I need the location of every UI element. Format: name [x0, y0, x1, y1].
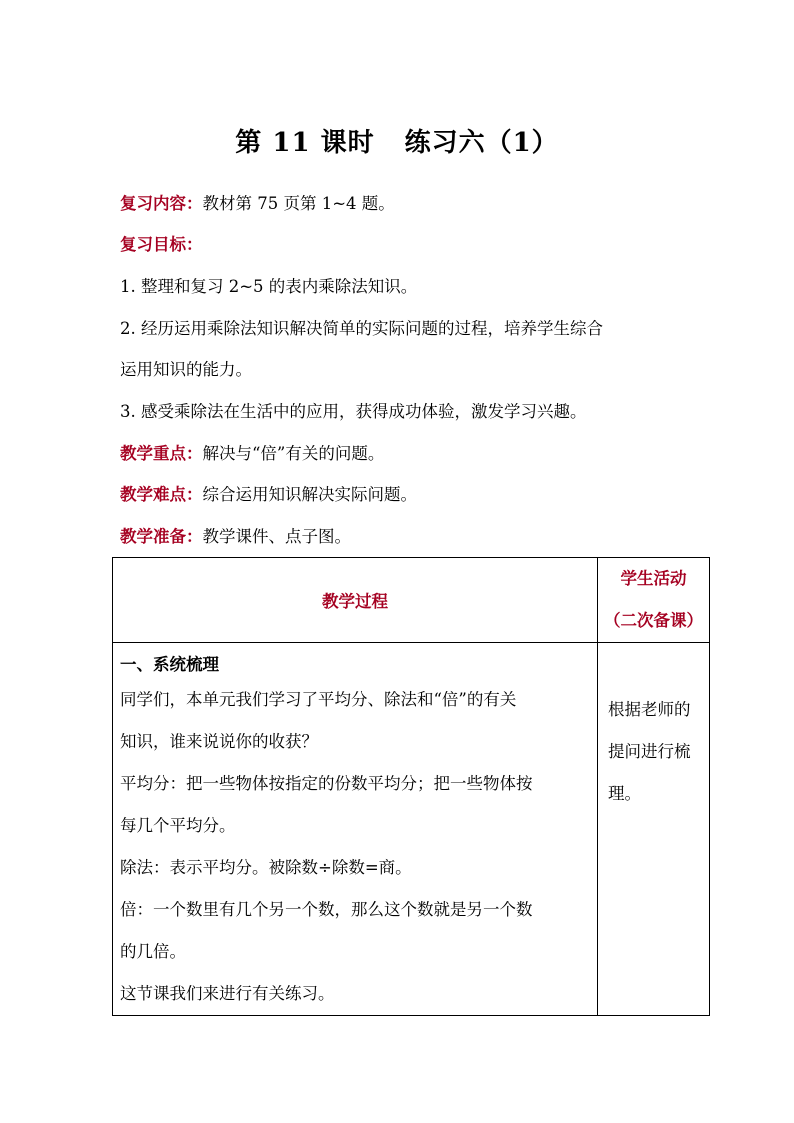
key-point-label: 教学重点： [120, 444, 203, 463]
section-title: 一、系统梳理 [120, 655, 219, 674]
student-activity-content [598, 643, 710, 1016]
process-line: 每几个平均分。 [120, 816, 236, 835]
difficult-point-label: 教学难点： [120, 485, 203, 504]
process-line: 同学们，本单元我们学习了平均分、除法和“倍”的有关 [120, 690, 517, 709]
preparation-line [120, 526, 351, 548]
review-content-line [120, 193, 395, 215]
goal-item: 1. 整理和复习 2~5 的表内乘除法知识。 [120, 277, 418, 296]
process-line: 的几倍。 [120, 942, 186, 961]
lesson-number: 第 11 课时 [235, 128, 375, 158]
teaching-process-header: 教学过程 [113, 558, 598, 643]
lesson-name: 练习六（1） [404, 128, 559, 158]
activity-line: 提问进行梳 [608, 742, 691, 761]
student-activity-header-line1: 学生活动 [620, 569, 687, 588]
table-body-row [113, 643, 710, 1016]
process-line: 倍：一个数里有几个另一个数，那么这个数就是另一个数 [120, 900, 533, 919]
process-line: 这节课我们来进行有关练习。 [120, 984, 335, 1003]
goal-item: 2. 经历运用乘除法知识解决简单的实际问题的过程，培养学生综合 [120, 319, 603, 338]
teaching-process-content [113, 643, 598, 1016]
goal-item: 运用知识的能力。 [120, 360, 252, 379]
process-line: 除法：表示平均分。被除数÷除数=商。 [120, 858, 412, 877]
key-point-text: 解决与“倍”有关的问题。 [202, 444, 385, 463]
review-content-label: 复习内容： [120, 194, 203, 213]
review-goals-label: 复习目标： [120, 235, 203, 254]
key-point-line [120, 443, 384, 465]
teaching-process-table [112, 557, 710, 1016]
activity-line: 根据老师的 [608, 700, 691, 719]
review-goals-line [120, 234, 203, 256]
preparation-text: 教学课件、点子图。 [202, 527, 351, 546]
table-header-row [113, 558, 710, 643]
page-title [0, 122, 794, 159]
difficult-point-line [120, 484, 417, 506]
goal-item: 3. 感受乘除法在生活中的应用，获得成功体验，激发学习兴趣。 [120, 402, 587, 421]
preparation-label: 教学准备： [120, 527, 203, 546]
student-activity-header [598, 558, 710, 643]
process-line: 平均分：把一些物体按指定的份数平均分；把一些物体按 [120, 774, 533, 793]
difficult-point-text: 综合运用知识解决实际问题。 [202, 485, 417, 504]
student-activity-header-line2: （二次备课） [604, 611, 703, 630]
review-content-text: 教材第 75 页第 1~4 题。 [202, 194, 395, 213]
activity-line: 理。 [608, 784, 641, 803]
process-line: 知识，谁来说说你的收获？ [120, 732, 318, 751]
